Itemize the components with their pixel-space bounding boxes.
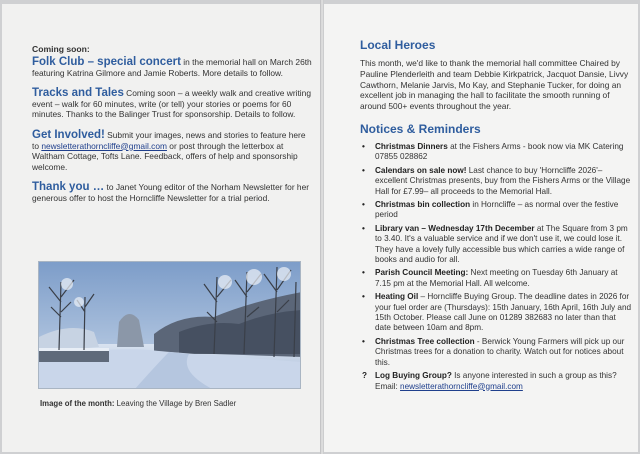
notice-text: Next meeting on Tuesday 6th January at 7.15 pm at the Memorial Hall. All welcome. [375,268,618,288]
notices-title: Notices & Reminders [360,121,481,136]
image-caption [40,399,236,408]
get-involved-item [32,130,314,172]
get-involved-text-2: or post through the letterbox at Waltham Cottage, Tofts Lane. Feedback, offers of help and sponsorship welcome. [32,140,298,172]
snowy-village-photo [39,262,301,389]
notice-item [360,292,632,334]
right-page [324,4,638,452]
bullet: • [362,223,365,233]
bullet: • [362,141,365,151]
notice-bold: Calendars on sale now! [375,165,467,175]
caption-label: Image of the month: [40,399,115,408]
tracks-tales-title: Tracks and Tales [32,87,124,100]
notice-bold: Christmas bin collection [375,200,471,210]
local-heroes-title: Local Heroes [360,38,436,52]
left-content [32,44,314,214]
bullet: • [362,200,365,210]
thank-you-item [32,182,314,203]
bullet: • [362,268,365,278]
notices-list [360,142,632,392]
notice-text: in Horncliffe – as normal over the festive period [375,200,619,220]
folk-club-text: in the memorial hall on March 26th featuring Katrina Gilmore and Jamie Roberts. More details to follow. [32,57,312,78]
notice-text: Last chance to buy 'Horncliffe 2026'– excellent Christmas presents, buy from the Fishers Arms or the Village Hall for £7.99– all proceeds to the Memorial Hall. [375,165,631,196]
thank-you-title: Thank you … [32,181,105,194]
coming-soon-label: Coming soon: [32,44,90,54]
notice-item [360,142,632,163]
notice-bold: Library van – Wednesday 17th December [375,223,535,233]
newsletter-email-link[interactable]: newsletterathorncliffe@gmail.com [41,140,167,151]
question-bullet: ? [362,371,368,381]
get-involved-title: Get Involved! [32,128,105,141]
local-heroes-text: This month, we'd like to thank the memorial hall committee Chaired by Pauline Plenderleith and team Debbie Kirkpatrick, Jacquot Dansie, Livvy Cawthorn, Melanie Jarvis, Mo Kay, and Stephanie Tucker, for doing an excellent job in managing the hall to facilitate the smooth running of around 500+ events throughout the year. [360,58,629,112]
notice-bold: Christmas Tree collection [375,336,475,346]
notice-item [360,200,632,221]
notice-item [360,224,632,266]
image-of-the-month [38,261,301,389]
notice-bold: Heating Oil [375,292,419,302]
notice-item [360,268,632,289]
notice-item [360,166,632,197]
notice-text: Is anyone interested in such a group as this? Email: [375,371,617,391]
bullet: • [362,165,365,175]
notice-bold: Christmas Dinners [375,141,448,151]
folk-club-title: Folk Club – special concert [32,56,181,68]
bullet: • [362,292,365,302]
notice-bold: Log Buying Group? [375,371,452,381]
notice-text: - Berwick Young Farmers will pick up our Christmas trees for a donation to charity. Watch out for notices about this. [375,336,625,367]
right-content [360,38,632,395]
caption-text: Leaving the Village by Bren Sadler [114,399,237,408]
notice-bold: Parish Council Meeting: [375,268,469,278]
thank-you-text: to Janet Young editor of the Norham Newsletter for her generous offer to host the Horncliffe Newsletter for a trial period. [32,182,310,203]
left-page [2,4,320,452]
tracks-tales-item [32,88,314,120]
notice-item [360,337,632,368]
notice-text: at The Square from 3 pm to 3.40. It's a valuable service and if we don't use it, we could lose it. They have a lovely fully accessible bus which carries a wide range of books and audio for all. [375,223,628,265]
get-involved-text-1: Submit your images, news and stories to feature here to [32,129,306,151]
notice-item [360,371,632,392]
log-group-email-link[interactable]: newsletterathorncliffe@gmail.com [400,381,523,391]
tracks-tales-text: Coming soon – a weekly walk and creative writing event – walk for 60 minutes, write (or tell) your stories or poems for 60 minutes. Thanks to the Balinger Trust for sponsorship. Details to follow. [32,88,311,120]
folk-club-item [32,57,314,78]
bullet: • [362,336,365,346]
notice-text: – Horncliffe Buying Group. The deadline dates in 2026 for your fuel order are (Thursdays): 15th January, 16th April, 16th July and 15th October. Please call June on 01289 382683 no later than that date between 10am and 8pm. [375,292,632,333]
notice-text: at the Fishers Arms - book now via MK Catering 07855 028862 [375,141,624,162]
